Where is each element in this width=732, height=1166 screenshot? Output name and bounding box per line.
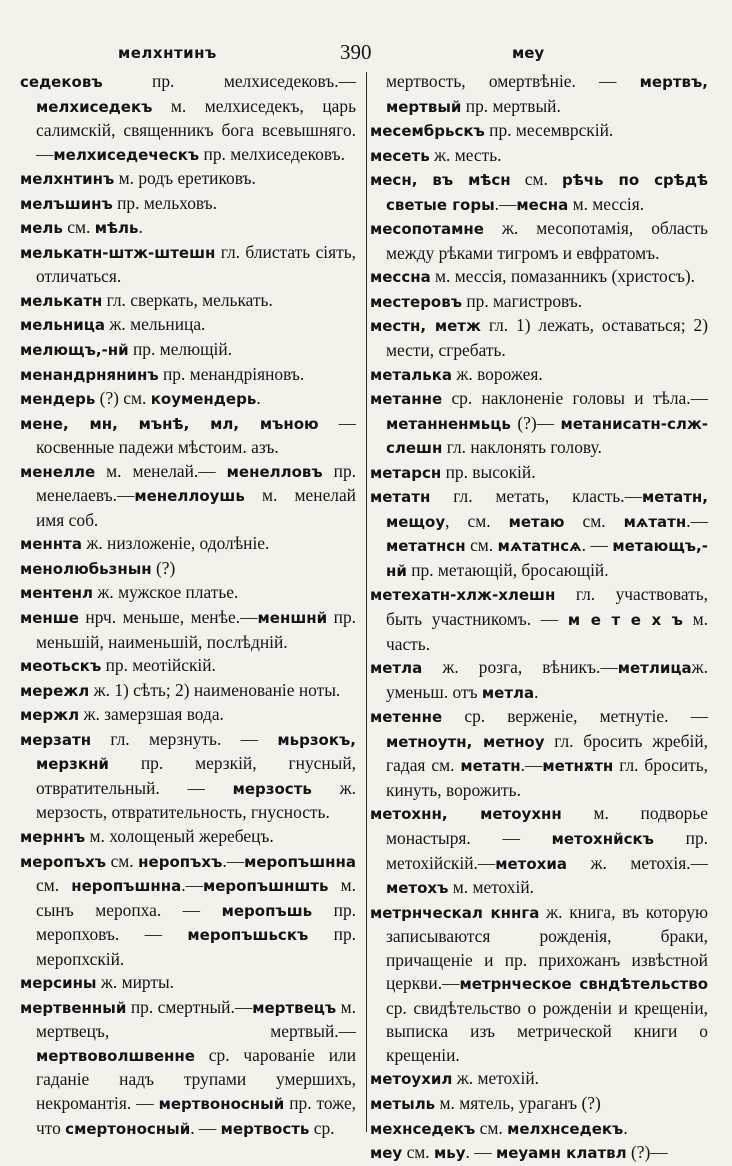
headword: метохиа [495,854,567,873]
definition-text: ж. уменьш. отъ [386,657,708,702]
dictionary-entry [370,363,708,388]
headword: коумендерь [150,390,257,409]
headword: мендерь [20,390,96,409]
dictionary-entry [20,338,356,363]
definition-text: ж. книга, въ которую записываются рожденія, браки, причащеніе и пр. прихожанъ извѣстной церкви.— [386,901,708,994]
definition-text: ср. свидѣтельство о рожденіи и крещеніи, выписка изъ метрической книги о крещеніи. [386,997,708,1065]
headword: мѧтатнсѧ [497,537,582,556]
dictionary-entry [370,1141,708,1166]
dictionary-entry [370,583,708,656]
definition-text: . — [190,1117,221,1138]
definition-text: .— [494,193,517,214]
definition-text: ср. верженіе, метнутіе. — [442,706,708,727]
headword: рѣчь по срѣдѣ светые горы [386,171,708,214]
dictionary-entry [370,70,708,119]
definition-text: ж. месть. [429,144,502,165]
headword: менеллоушь [134,487,245,506]
headword: меропъшнна [244,852,356,871]
page-header [0,40,732,70]
headword: менелле [20,462,96,481]
definition-text: . [138,217,143,238]
headword: местн, метж [370,317,481,336]
headword: метохнйскъ [551,829,654,848]
headword: мѧтатн [623,512,687,531]
headword: метлица [617,659,692,678]
headword: меропъшь [221,901,313,920]
headword: мелъшинъ [20,194,113,213]
dictionary-entry [20,557,356,582]
dictionary-entry [370,119,708,144]
left-column [20,70,356,1141]
definition-text: см. [475,1117,508,1138]
headword: мережл [20,681,90,700]
definition-text: (?)— [510,412,561,433]
headword: мессна [370,268,431,287]
headword: метенне [370,708,443,727]
definition-text: гл. мерзнуть. — [91,728,278,749]
headword: мелющъ,-нй [20,341,129,360]
headword: метохнн, метоухнн [370,805,562,824]
definition-text: пр. мельховъ. [112,192,218,213]
definition-text: гл. бросить жребій, гадая см. [386,730,708,776]
definition-text: .— [181,875,203,896]
definition-text: , см. [445,510,509,531]
dictionary-entry [20,241,356,289]
definition-text: ж. розга, вѣникъ.— [422,657,618,678]
dictionary-entry [20,679,356,704]
definition-text: гл. участвовать, быть участникомъ. — [386,584,708,630]
headword: меннта [20,535,82,554]
headword: метаю [508,512,565,531]
definition-text: мертвость, омертвѣніе. — [386,71,640,91]
headword: седековъ [20,73,103,91]
dictionary-entry [20,971,356,996]
definition-text: пр. менандріяновъ. [158,363,305,384]
headword: менелловъ [226,462,323,481]
dictionary-entry [20,363,356,388]
headword: метрнческал кннга [370,903,540,922]
headword: месембрьскъ [370,122,485,141]
dictionary-entry [20,313,356,338]
definition-text: пр. мертвый. [461,95,561,116]
headword: мержл [20,706,80,725]
definition-text: м. холощеный жеребецъ. [85,825,274,846]
dictionary-entry [370,168,708,217]
definition-text: пр. метохійскій.— [386,827,709,873]
headword: мерзатн [20,730,92,749]
definition-text: пр. магистровъ. [462,290,583,311]
headword: мене, мн, мънѣ, мл, мъною [20,414,319,433]
definition-text: см. [564,510,624,531]
definition-text: ср. чарованіе или гаданіе надъ трупами умершихъ, некромантія. — [36,1044,356,1113]
definition-text: (?) [151,557,176,578]
definition-text: нрч. меньше, менѣе.— [78,607,258,628]
headword: неропъхъ [138,852,223,871]
headword: мелхиседекъ [36,97,153,116]
headword: м е т е х ъ [567,611,683,630]
headword: месна [516,195,569,214]
dictionary-entry [20,167,356,192]
definition-text: ж. мужское платье. [93,582,239,603]
dictionary-entry [370,217,708,265]
dictionary-entry [370,802,708,900]
headword: мельница [20,316,106,335]
headword: мелькатн-штж-штешн [20,243,216,262]
definition-text: . — [465,1142,496,1163]
headword: метатн [460,757,521,776]
right-column [370,70,708,1166]
definition-text: гл. 1) лежать, оставаться; 2) мести, сгребать. [386,315,708,361]
headword: метарсн [370,463,442,482]
headword: мертвоносный [158,1094,285,1113]
headword: менше [20,609,79,628]
dictionary-entry [20,606,356,654]
headword: мѣль [94,219,139,238]
headword: метанне [370,390,443,409]
headword: ментенл [20,584,94,603]
headword: метанненмьць [386,414,511,433]
definition-text: см. [62,217,95,238]
headword: меропъхъ [20,852,107,871]
definition-text: пр. тоже, что [36,1092,357,1138]
dictionary-entry [370,1117,708,1142]
definition-text: м. мелхиседекъ, царь салимскій, священникъ бога всевышняго. — [36,95,356,164]
dictionary-entry [20,728,356,825]
headword: метоухил [370,1070,453,1089]
definition-text: гл. наклонять голову. [442,437,602,458]
headword: метехатн-хлж-хлешн [370,586,556,605]
headword: метающъ,-нй [386,537,708,580]
column-divider [366,72,367,1132]
definition-text: м. часть. [386,609,708,654]
headword: меропъшншть [202,877,329,896]
headword: металька [370,365,453,384]
definition-text: гл. сверкать, мелькать. [102,289,273,310]
headword: метноутн, метноу [386,732,545,751]
definition-text: см. [402,1142,434,1163]
definition-text: ж. низложеніе, одолѣніе. [81,533,270,554]
dictionary-entry [370,387,708,461]
definition-text: ср. наклоненіе головы и тѣла.— [442,388,708,409]
dictionary-entry [370,485,708,583]
headword: меотьскъ [20,657,102,676]
running-head-right: меу [512,44,545,62]
dictionary-entry [20,654,356,679]
headword: меропъшьскъ [187,926,309,945]
headword: меншнй [257,609,328,628]
dictionary-entry [20,460,356,533]
headword: мертвость [220,1119,310,1138]
definition-text: гл. бросить, кинуть, ворожить. [386,755,708,800]
definition-text: м. подворье монастыря. — [386,803,709,848]
definition-text: см. [510,169,562,190]
definition-text: пр. мерзкій, гнусный, отвратительный. — [36,753,356,798]
headword: метанисатн-слж-слешн [386,414,708,458]
definition-text: м. метохій. [448,877,534,898]
headword: метатн, мещоу [386,488,708,531]
definition-text: гл. метать, класть.— [430,486,642,507]
dictionary-entry [370,656,708,705]
headword: метнѫтн [542,757,614,776]
dictionary-entry [370,901,708,1068]
definition-text: см. [465,535,498,556]
headword: мель [20,219,63,238]
definition-text: пр. менелаевъ.— [36,460,356,506]
headword: мелхнседекъ [507,1119,624,1138]
headword: мелькатн [20,291,103,310]
definition-text: пр. меньшій, наименьшій, послѣдній. [36,607,357,652]
dictionary-entry [20,387,356,412]
headword: меуамн клатвл [495,1144,627,1163]
definition-text: пр. меотійскій. [101,655,216,676]
dictionary-entry [370,290,708,315]
headword: меу [370,1144,403,1163]
definition-text: (?)— [626,1142,668,1163]
headword: месеть [370,146,430,165]
dictionary-entry [20,581,356,606]
definition-text: пр. метающій, бросающій. [406,559,609,580]
headword: мертвенный [20,998,127,1017]
definition-text: пр. смертный.— [126,996,253,1017]
definition-text: ср. [309,1117,335,1138]
definition-text: пр. меропхскій. [36,924,356,969]
headword: неропъшнна [71,877,182,896]
definition-text: см. [36,875,72,896]
headword: метохъ [386,879,449,898]
definition-text: . [256,388,261,409]
definition-text: .— [520,755,543,776]
definition-text: пр. высокій. [441,461,536,482]
dictionary-entry [20,532,356,557]
headword: месн, въ мѣсн [370,171,511,190]
definition-text: . — [581,535,613,556]
dictionary-entry [20,289,356,314]
dictionary-entry [20,412,356,460]
definition-text: м. мятель, ураганъ (?) [435,1092,601,1113]
headword: менолюбьзнын [20,559,152,578]
definition-text: м. мессія, помазанникъ (христосъ). [430,266,696,287]
dictionary-entry [370,1067,708,1092]
definition-text: . [623,1117,628,1138]
dictionary-entry [370,461,708,486]
definition-text: ж. месопотамія, область между рѣками тигромъ и евфратомъ. [386,218,708,263]
running-head-left: мелхнтинъ [118,44,217,62]
definition-text: пр. месемврскій. [484,120,614,141]
definition-text: .— [222,850,245,871]
definition-text: пр. мелхиседековъ. [199,143,345,164]
headword: метрнческое свндѣтельство [459,975,708,994]
definition-text: м. мессія. [568,193,645,214]
definition-text: м. менелай имя соб. [36,485,356,530]
dictionary-entry [370,1092,708,1117]
dictionary-entry [20,192,356,217]
headword: мертвецъ [252,998,337,1017]
definition-text: м. менелай.— [95,460,227,481]
headword: мертвоволшвенне [36,1046,195,1065]
dictionary-entry [20,850,356,972]
headword: мертвъ, мертвый [386,73,708,116]
dictionary-entry [370,265,708,290]
headword: месопотамне [370,220,484,239]
headword: мерннъ [20,827,86,846]
headword: метатнсн [386,537,466,556]
headword: мелхнтинъ [20,170,115,189]
headword: метыль [370,1094,436,1113]
headword: мелхиседеческъ [53,145,200,164]
headword: метла [481,683,535,702]
headword: мехнседекъ [370,1119,476,1138]
definition-text: пр. меропховъ. — [36,899,356,945]
dictionary-entry [20,703,356,728]
definition-text: м. сынъ меропха. — [36,875,357,920]
headword: мьу [434,1144,466,1163]
definition-text: см. [106,850,139,871]
definition-text: (?) см. [95,388,151,409]
definition-text: м. родъ еретиковъ. [114,168,256,189]
dictionary-entry [370,314,708,362]
headword: мерсины [20,974,97,993]
headword: местеровъ [370,292,462,311]
definition-text: пр. мелхиседековъ.— [102,71,356,91]
dictionary-entry [20,996,356,1141]
dictionary-entry [20,70,356,167]
definition-text: ж. мельница. [105,314,206,335]
definition-text: пр. мелющій. [128,339,232,360]
headword: мерзость [232,779,312,798]
definition-text: ж. метохій. [452,1068,539,1089]
definition-text: ж. метохія.— [567,852,708,873]
definition-text: .— [686,510,708,531]
headword: метатн [370,488,431,507]
headword: менандрнянинъ [20,365,159,384]
definition-text: м. мертвецъ, мертвый.— [36,996,357,1042]
definition-text: ж. замерзшая вода. [79,704,224,725]
headword: смертоносный [65,1119,191,1138]
definition-text: . [534,681,539,702]
headword: мьрзокъ, мерзкнй [36,730,356,774]
headword: метла [370,659,423,678]
definition-text: гл. блистать сіять, отличаться. [36,241,356,287]
page-number: 390 [340,40,372,64]
definition-text: ж. мирты. [96,972,174,993]
dictionary-entry [370,144,708,169]
dictionary-entry [20,216,356,241]
dictionary-entry [370,705,708,802]
dictionary-entry [20,825,356,850]
definition-text: ж. ворожея. [452,363,543,384]
definition-text: ж. мерзость, отвратительность, гнусность. [36,777,356,823]
definition-text: ж. 1) сѣть; 2) наименованіе ноты. [89,679,341,700]
definition-text: — косвенные падежи мѣстоим. азъ. [36,412,356,458]
